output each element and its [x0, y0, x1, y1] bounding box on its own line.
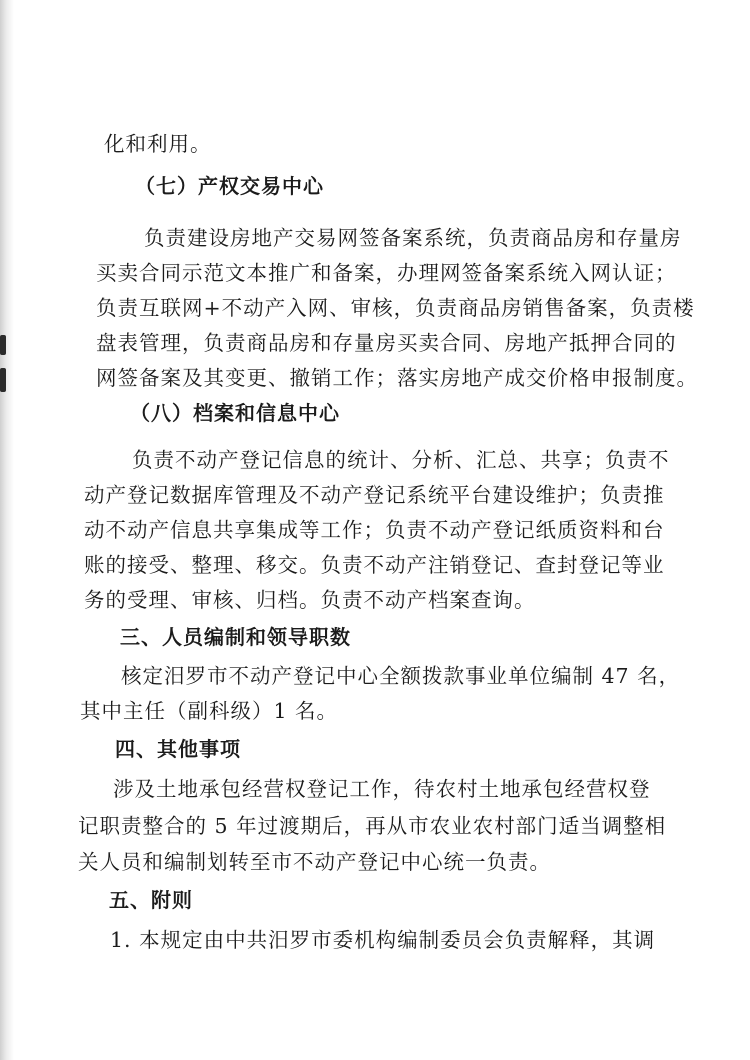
paragraph-line: 其中主任（副科级）1 名。 [80, 699, 339, 723]
paragraph-line: 负责互联网+不动产入网、审核，负责商品房销售备案，负责楼 [96, 296, 695, 320]
paragraph-line: 账的接受、整理、移交。负责不动产注销登记、查封登记等业 [84, 553, 665, 577]
section-heading: （七）产权交易中心 [135, 174, 324, 198]
paragraph-line: 关人员和编制划转至市不动产登记中心统一负责。 [78, 850, 551, 874]
paragraph-line: 记职责整合的 5 年过渡期后，再从市农业农村部门适当调整相 [78, 814, 667, 838]
section-heading: 三、人员编制和领导职数 [120, 625, 351, 649]
paragraph-line: 核定汨罗市不动产登记中心全额拨款事业单位编制 47 名， [121, 664, 681, 688]
paragraph-line: 负责不动产登记信息的统计、分析、汇总、共享；负责不 [132, 448, 670, 472]
paragraph-line: 动不动产信息共享集成等工作；负责不动产登记纸质资料和台 [84, 518, 665, 542]
section-heading: 四、其他事项 [115, 737, 241, 761]
paragraph-line: 务的受理、审核、归档。负责不动产档案查询。 [84, 588, 536, 612]
section-heading: 五、附则 [109, 888, 193, 912]
paragraph-line: 网签备案及其变更、撤销工作；落实房地产成交价格申报制度。 [96, 366, 698, 390]
paragraph-line: 涉及土地承包经营权登记工作，待农村土地承包经营权登 [113, 777, 651, 801]
paragraph-line: 盘表管理，负责商品房和存量房买卖合同、房地产抵押合同的 [96, 331, 677, 355]
section-heading: （八）档案和信息中心 [130, 401, 340, 425]
paragraph-line: 化和利用。 [104, 132, 212, 156]
paragraph-line: 动产登记数据库管理及不动产登记系统平台建设维护；负责推 [84, 483, 665, 507]
paragraph-line: 负责建设房地产交易网签备案系统，负责商品房和存量房 [144, 226, 682, 250]
paragraph-line: 1. 本规定由中共汨罗市委机构编制委员会负责解释，其调 [110, 928, 656, 952]
paragraph-line: 买卖合同示范文本推广和备案，办理网签备案系统入网认证； [96, 261, 677, 285]
